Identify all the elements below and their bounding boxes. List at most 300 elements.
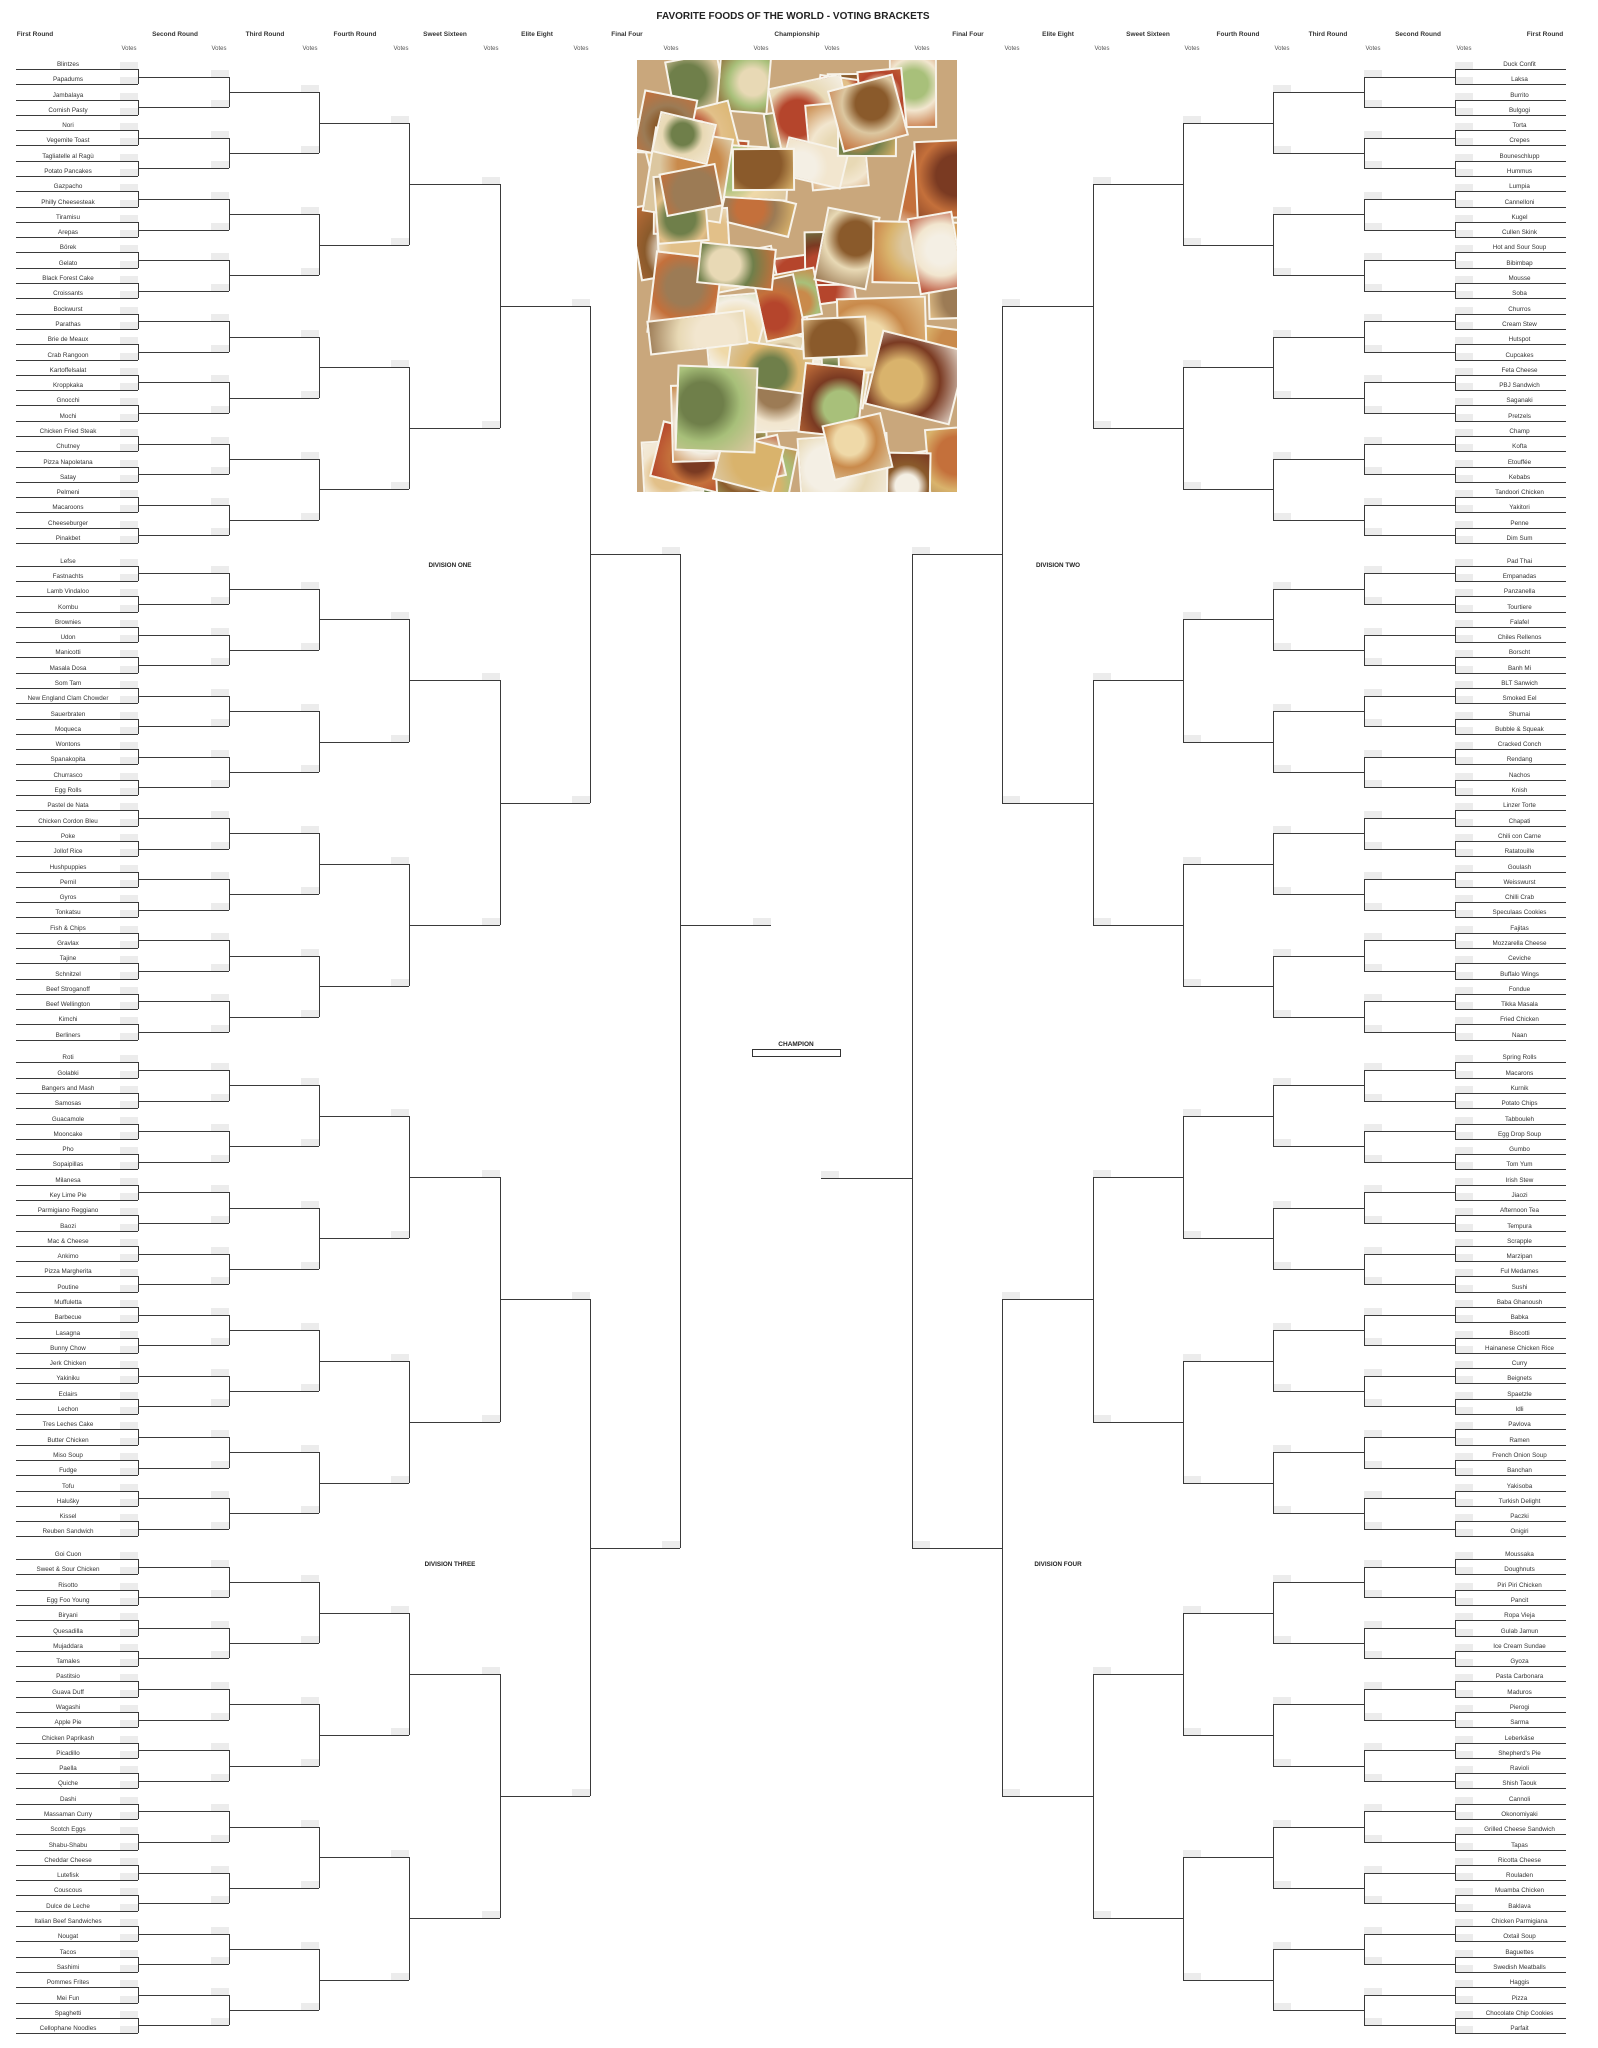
votes-input[interactable] [1364, 933, 1382, 940]
votes-input[interactable] [211, 903, 229, 910]
votes-input[interactable] [1364, 1835, 1382, 1842]
votes-input[interactable] [1273, 391, 1291, 398]
votes-input[interactable] [1002, 1789, 1020, 1796]
votes-input[interactable] [211, 161, 229, 168]
votes-input[interactable] [1364, 498, 1382, 505]
votes-input[interactable] [1455, 108, 1473, 115]
votes-input[interactable] [211, 1804, 229, 1811]
votes-input[interactable] [1455, 154, 1473, 161]
votes-input[interactable] [120, 574, 138, 581]
votes-input[interactable] [1455, 972, 1473, 979]
votes-input[interactable] [1455, 62, 1473, 69]
votes-input[interactable] [1183, 1354, 1201, 1361]
votes-input[interactable] [120, 559, 138, 566]
votes-input[interactable] [1364, 964, 1382, 971]
votes-input[interactable] [301, 1575, 319, 1582]
votes-input[interactable] [301, 391, 319, 398]
votes-input[interactable] [211, 964, 229, 971]
votes-input[interactable] [1455, 1705, 1473, 1712]
votes-input[interactable] [211, 528, 229, 535]
votes-input[interactable] [1455, 650, 1473, 657]
votes-input[interactable] [1455, 475, 1473, 482]
votes-input[interactable] [211, 253, 229, 260]
votes-input[interactable] [1455, 620, 1473, 627]
votes-input[interactable] [211, 1866, 229, 1873]
votes-input[interactable] [1455, 574, 1473, 581]
votes-input[interactable] [120, 261, 138, 268]
votes-input[interactable] [120, 972, 138, 979]
votes-input[interactable] [120, 1499, 138, 1506]
votes-input[interactable] [211, 1713, 229, 1720]
votes-input[interactable] [120, 368, 138, 375]
votes-input[interactable] [1364, 1308, 1382, 1315]
votes-input[interactable] [120, 1552, 138, 1559]
votes-input[interactable] [120, 696, 138, 703]
votes-input[interactable] [120, 383, 138, 390]
votes-input[interactable] [1455, 666, 1473, 673]
votes-input[interactable] [1183, 238, 1201, 245]
votes-input[interactable] [912, 1541, 930, 1548]
votes-input[interactable] [301, 1820, 319, 1827]
votes-input[interactable] [301, 1201, 319, 1208]
votes-input[interactable] [120, 1086, 138, 1093]
votes-input[interactable] [120, 650, 138, 657]
votes-input[interactable] [301, 765, 319, 772]
votes-input[interactable] [120, 1514, 138, 1521]
votes-input[interactable] [1455, 93, 1473, 100]
votes-input[interactable] [1364, 1651, 1382, 1658]
votes-input[interactable] [1364, 2018, 1382, 2025]
votes-input[interactable] [211, 628, 229, 635]
votes-input[interactable] [120, 1690, 138, 1697]
votes-input[interactable] [1364, 903, 1382, 910]
votes-input[interactable] [120, 727, 138, 734]
votes-input[interactable] [120, 1285, 138, 1292]
votes-input[interactable] [211, 223, 229, 230]
votes-input[interactable] [1364, 1988, 1382, 1995]
votes-input[interactable] [1364, 842, 1382, 849]
votes-input[interactable] [391, 360, 409, 367]
votes-input[interactable] [120, 1315, 138, 1322]
votes-input[interactable] [211, 1957, 229, 1964]
votes-input[interactable] [120, 1407, 138, 1414]
votes-input[interactable] [1455, 444, 1473, 451]
votes-input[interactable] [211, 1927, 229, 1934]
votes-input[interactable] [120, 475, 138, 482]
votes-input[interactable] [1455, 1132, 1473, 1139]
votes-input[interactable] [301, 513, 319, 520]
votes-input[interactable] [1273, 1445, 1291, 1452]
votes-input[interactable] [120, 1766, 138, 1773]
votes-input[interactable] [1455, 1567, 1473, 1574]
votes-input[interactable] [120, 1659, 138, 1666]
votes-input[interactable] [301, 643, 319, 650]
votes-input[interactable] [482, 673, 500, 680]
votes-input[interactable] [1364, 872, 1382, 879]
votes-input[interactable] [211, 1185, 229, 1192]
votes-input[interactable] [1455, 1965, 1473, 1972]
votes-input[interactable] [1455, 291, 1473, 298]
votes-input[interactable] [1183, 735, 1201, 742]
votes-input[interactable] [301, 1078, 319, 1085]
votes-input[interactable] [1455, 926, 1473, 933]
votes-input[interactable] [211, 933, 229, 940]
votes-input[interactable] [1455, 1017, 1473, 1024]
votes-input[interactable] [211, 1621, 229, 1628]
votes-input[interactable] [120, 322, 138, 329]
votes-input[interactable] [1455, 1178, 1473, 1185]
votes-input[interactable] [391, 1728, 409, 1735]
votes-input[interactable] [211, 811, 229, 818]
votes-input[interactable] [120, 337, 138, 344]
votes-input[interactable] [301, 826, 319, 833]
votes-input[interactable] [120, 505, 138, 512]
votes-input[interactable] [1455, 1613, 1473, 1620]
votes-input[interactable] [1183, 1606, 1201, 1613]
votes-input[interactable] [1455, 536, 1473, 543]
votes-input[interactable] [1364, 1399, 1382, 1406]
votes-input[interactable] [1455, 1147, 1473, 1154]
votes-input[interactable] [211, 2018, 229, 2025]
votes-input[interactable] [662, 1541, 680, 1548]
votes-input[interactable] [120, 834, 138, 841]
votes-input[interactable] [1455, 1980, 1473, 1987]
votes-input[interactable] [1273, 513, 1291, 520]
votes-input[interactable] [1364, 1560, 1382, 1567]
votes-input[interactable] [1455, 1888, 1473, 1895]
votes-input[interactable] [1455, 1529, 1473, 1536]
votes-input[interactable] [120, 154, 138, 161]
votes-input[interactable] [1455, 895, 1473, 902]
votes-input[interactable] [120, 1132, 138, 1139]
votes-input[interactable] [1093, 673, 1111, 680]
votes-input[interactable] [1455, 1407, 1473, 1414]
votes-input[interactable] [120, 620, 138, 627]
votes-input[interactable] [1455, 230, 1473, 237]
votes-input[interactable] [1455, 1468, 1473, 1475]
votes-input[interactable] [120, 444, 138, 451]
votes-input[interactable] [1455, 337, 1473, 344]
votes-input[interactable] [120, 1300, 138, 1307]
votes-input[interactable] [1455, 987, 1473, 994]
votes-input[interactable] [1273, 1201, 1291, 1208]
votes-input[interactable] [1455, 1659, 1473, 1666]
votes-input[interactable] [120, 1705, 138, 1712]
votes-input[interactable] [1455, 505, 1473, 512]
votes-input[interactable] [301, 1384, 319, 1391]
votes-input[interactable] [120, 1392, 138, 1399]
votes-input[interactable] [301, 887, 319, 894]
votes-input[interactable] [120, 1178, 138, 1185]
votes-input[interactable] [120, 1919, 138, 1926]
votes-input[interactable] [211, 1461, 229, 1468]
votes-input[interactable] [120, 1736, 138, 1743]
votes-input[interactable] [1364, 1713, 1382, 1720]
votes-input[interactable] [120, 398, 138, 405]
votes-input[interactable] [1455, 1208, 1473, 1215]
votes-input[interactable] [1364, 1774, 1382, 1781]
votes-input[interactable] [211, 1491, 229, 1498]
votes-input[interactable] [1455, 788, 1473, 795]
votes-input[interactable] [211, 406, 229, 413]
votes-input[interactable] [1364, 161, 1382, 168]
votes-input[interactable] [1273, 1323, 1291, 1330]
votes-input[interactable] [1455, 1751, 1473, 1758]
votes-input[interactable] [1455, 712, 1473, 719]
votes-input[interactable] [1364, 1866, 1382, 1873]
votes-input[interactable] [1455, 460, 1473, 467]
votes-input[interactable] [391, 116, 409, 123]
votes-input[interactable] [120, 1888, 138, 1895]
votes-input[interactable] [120, 681, 138, 688]
votes-input[interactable] [211, 1774, 229, 1781]
votes-input[interactable] [1455, 1269, 1473, 1276]
votes-input[interactable] [120, 307, 138, 314]
votes-input[interactable] [211, 498, 229, 505]
votes-input[interactable] [1455, 1239, 1473, 1246]
votes-input[interactable] [1364, 994, 1382, 1001]
votes-input[interactable] [120, 1269, 138, 1276]
votes-input[interactable] [1364, 314, 1382, 321]
votes-input[interactable] [1273, 1881, 1291, 1888]
votes-input[interactable] [482, 1415, 500, 1422]
votes-input[interactable] [120, 1613, 138, 1620]
votes-input[interactable] [211, 1896, 229, 1903]
votes-input[interactable] [120, 123, 138, 130]
votes-input[interactable] [391, 857, 409, 864]
votes-input[interactable] [1455, 245, 1473, 252]
votes-input[interactable] [1455, 123, 1473, 130]
votes-input[interactable] [1364, 284, 1382, 291]
votes-input[interactable] [120, 1117, 138, 1124]
votes-input[interactable] [211, 597, 229, 604]
votes-input[interactable] [120, 2026, 138, 2033]
votes-input[interactable] [211, 1430, 229, 1437]
votes-input[interactable] [1093, 1911, 1111, 1918]
votes-input[interactable] [1364, 689, 1382, 696]
votes-input[interactable] [1093, 421, 1111, 428]
votes-input[interactable] [391, 979, 409, 986]
votes-input[interactable] [1455, 1598, 1473, 1605]
votes-input[interactable] [120, 200, 138, 207]
votes-input[interactable] [1273, 1078, 1291, 1085]
votes-input[interactable] [1364, 406, 1382, 413]
votes-input[interactable] [301, 949, 319, 956]
votes-input[interactable] [120, 773, 138, 780]
votes-input[interactable] [1455, 681, 1473, 688]
votes-input[interactable] [1455, 1346, 1473, 1353]
votes-input[interactable] [120, 880, 138, 887]
votes-input[interactable] [1273, 949, 1291, 956]
votes-input[interactable] [120, 1162, 138, 1169]
votes-input[interactable] [301, 1010, 319, 1017]
votes-input[interactable] [1364, 1063, 1382, 1070]
votes-input[interactable] [120, 819, 138, 826]
votes-input[interactable] [1455, 605, 1473, 612]
votes-input[interactable] [211, 1094, 229, 1101]
votes-input[interactable] [821, 1171, 839, 1178]
votes-input[interactable] [1273, 1697, 1291, 1704]
votes-input[interactable] [120, 1529, 138, 1536]
votes-input[interactable] [211, 1399, 229, 1406]
votes-input[interactable] [211, 375, 229, 382]
votes-input[interactable] [301, 85, 319, 92]
votes-input[interactable] [1273, 1820, 1291, 1827]
votes-input[interactable] [211, 1988, 229, 1995]
votes-input[interactable] [1455, 1812, 1473, 1819]
votes-input[interactable] [301, 146, 319, 153]
votes-input[interactable] [120, 1254, 138, 1261]
votes-input[interactable] [120, 1720, 138, 1727]
votes-input[interactable] [1455, 1438, 1473, 1445]
votes-input[interactable] [120, 1644, 138, 1651]
votes-input[interactable] [1273, 1575, 1291, 1582]
votes-input[interactable] [211, 131, 229, 138]
votes-input[interactable] [1364, 1124, 1382, 1131]
votes-input[interactable] [1455, 1690, 1473, 1697]
votes-input[interactable] [572, 1789, 590, 1796]
votes-input[interactable] [1455, 834, 1473, 841]
votes-input[interactable] [1002, 299, 1020, 306]
votes-input[interactable] [120, 1239, 138, 1246]
votes-input[interactable] [1273, 582, 1291, 589]
votes-input[interactable] [211, 1590, 229, 1597]
votes-input[interactable] [120, 1346, 138, 1353]
votes-input[interactable] [120, 521, 138, 528]
votes-input[interactable] [1455, 849, 1473, 856]
votes-input[interactable] [120, 62, 138, 69]
votes-input[interactable] [1002, 1292, 1020, 1299]
votes-input[interactable] [1455, 184, 1473, 191]
votes-input[interactable] [1455, 490, 1473, 497]
votes-input[interactable] [572, 796, 590, 803]
votes-input[interactable] [1455, 1453, 1473, 1460]
votes-input[interactable] [1364, 528, 1382, 535]
votes-input[interactable] [1455, 803, 1473, 810]
votes-input[interactable] [1455, 1904, 1473, 1911]
votes-input[interactable] [1364, 1621, 1382, 1628]
votes-input[interactable] [211, 719, 229, 726]
votes-input[interactable] [211, 1216, 229, 1223]
votes-input[interactable] [1455, 941, 1473, 948]
votes-input[interactable] [1364, 467, 1382, 474]
votes-input[interactable] [391, 482, 409, 489]
votes-input[interactable] [1455, 589, 1473, 596]
votes-input[interactable] [1273, 1759, 1291, 1766]
votes-input[interactable] [120, 1583, 138, 1590]
votes-input[interactable] [1273, 887, 1291, 894]
votes-input[interactable] [120, 536, 138, 543]
votes-input[interactable] [120, 1331, 138, 1338]
votes-input[interactable] [120, 895, 138, 902]
votes-input[interactable] [482, 1667, 500, 1674]
votes-input[interactable] [211, 1743, 229, 1750]
votes-input[interactable] [1455, 1315, 1473, 1322]
votes-input[interactable] [1455, 2011, 1473, 2018]
votes-input[interactable] [1364, 345, 1382, 352]
votes-input[interactable] [120, 1376, 138, 1383]
votes-input[interactable] [120, 1453, 138, 1460]
votes-input[interactable] [1455, 727, 1473, 734]
votes-input[interactable] [1364, 70, 1382, 77]
votes-input[interactable] [1455, 696, 1473, 703]
votes-input[interactable] [211, 1308, 229, 1315]
votes-input[interactable] [120, 910, 138, 917]
votes-input[interactable] [1093, 177, 1111, 184]
votes-input[interactable] [211, 1025, 229, 1032]
votes-input[interactable] [120, 605, 138, 612]
votes-input[interactable] [1273, 330, 1291, 337]
votes-input[interactable] [211, 100, 229, 107]
votes-input[interactable] [301, 2003, 319, 2010]
votes-input[interactable] [120, 1147, 138, 1154]
votes-input[interactable] [1455, 1674, 1473, 1681]
votes-input[interactable] [120, 414, 138, 421]
votes-input[interactable] [1455, 1873, 1473, 1880]
votes-input[interactable] [211, 1651, 229, 1658]
votes-input[interactable] [482, 918, 500, 925]
votes-input[interactable] [1455, 880, 1473, 887]
votes-input[interactable] [211, 192, 229, 199]
votes-input[interactable] [120, 1033, 138, 1040]
votes-input[interactable] [211, 872, 229, 879]
votes-input[interactable] [211, 284, 229, 291]
votes-input[interactable] [1455, 1552, 1473, 1559]
votes-input[interactable] [1364, 223, 1382, 230]
votes-input[interactable] [1364, 566, 1382, 573]
votes-input[interactable] [120, 184, 138, 191]
votes-input[interactable] [1364, 597, 1382, 604]
votes-input[interactable] [1273, 826, 1291, 833]
votes-input[interactable] [1273, 1262, 1291, 1269]
votes-input[interactable] [120, 1843, 138, 1850]
votes-input[interactable] [1455, 383, 1473, 390]
votes-input[interactable] [120, 1751, 138, 1758]
votes-input[interactable] [1455, 276, 1473, 283]
votes-input[interactable] [1455, 521, 1473, 528]
votes-input[interactable] [211, 437, 229, 444]
votes-input[interactable] [211, 842, 229, 849]
votes-input[interactable] [1364, 1590, 1382, 1597]
votes-input[interactable] [1273, 1942, 1291, 1949]
votes-input[interactable] [211, 1338, 229, 1345]
votes-input[interactable] [301, 330, 319, 337]
votes-input[interactable] [1455, 956, 1473, 963]
votes-input[interactable] [1455, 1950, 1473, 1957]
votes-input[interactable] [120, 865, 138, 872]
votes-input[interactable] [1093, 1415, 1111, 1422]
votes-input[interactable] [1364, 1957, 1382, 1964]
votes-input[interactable] [1364, 628, 1382, 635]
votes-input[interactable] [211, 780, 229, 787]
votes-input[interactable] [120, 490, 138, 497]
votes-input[interactable] [120, 1002, 138, 1009]
votes-input[interactable] [120, 1208, 138, 1215]
votes-input[interactable] [301, 1262, 319, 1269]
votes-input[interactable] [211, 345, 229, 352]
votes-input[interactable] [120, 1674, 138, 1681]
votes-input[interactable] [1364, 1025, 1382, 1032]
votes-input[interactable] [120, 956, 138, 963]
votes-input[interactable] [120, 215, 138, 222]
votes-input[interactable] [120, 138, 138, 145]
votes-input[interactable] [1455, 1781, 1473, 1788]
votes-input[interactable] [1273, 85, 1291, 92]
votes-input[interactable] [120, 1438, 138, 1445]
votes-input[interactable] [301, 582, 319, 589]
votes-input[interactable] [120, 757, 138, 764]
votes-input[interactable] [391, 612, 409, 619]
